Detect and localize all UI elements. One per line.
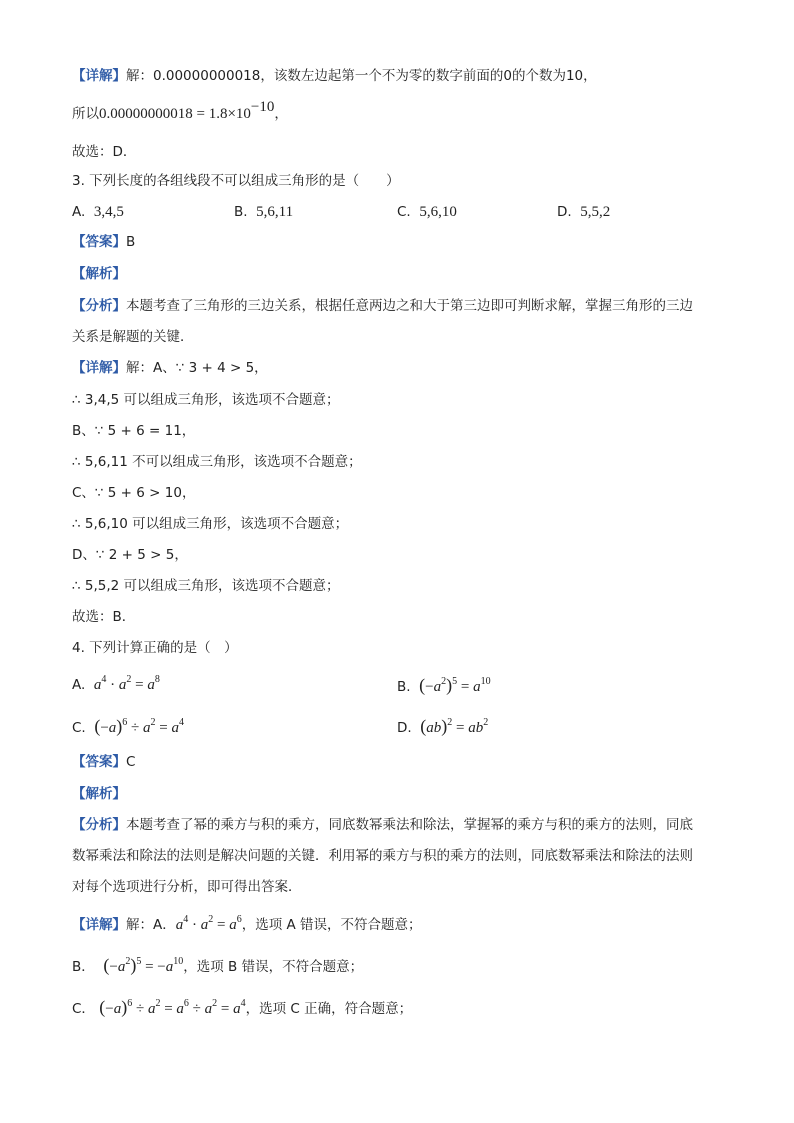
q4-option-d bbox=[397, 716, 488, 738]
q4-detail-a bbox=[72, 915, 422, 935]
q2-conclusion-line bbox=[72, 99, 288, 124]
option-text: 5,5,2 bbox=[580, 204, 611, 220]
q4-answer-line bbox=[72, 752, 135, 772]
option-label: D. bbox=[397, 720, 412, 736]
option-text: 3,4,5 bbox=[93, 204, 124, 220]
option-label: C. bbox=[397, 204, 411, 220]
q3-option-b bbox=[234, 202, 293, 222]
q4-detail-c-expr: $(-a)^6 \div a^2 = a^6 \div a^2 = a^4$ bbox=[99, 997, 246, 1017]
q4-detail-b-suffix: ，选项 B 错误，不符合题意； bbox=[183, 959, 364, 975]
q2-so-text: 所以 bbox=[72, 106, 99, 122]
q3-analysis-line-1 bbox=[72, 296, 693, 316]
detail-tag: 【详解】 bbox=[72, 917, 126, 933]
q4-option-c bbox=[72, 716, 184, 738]
detail-tag: 【详解】 bbox=[72, 360, 126, 376]
q2-equation: 0.00000000018 = 1.8×10 bbox=[99, 106, 251, 122]
q4-detail-c-prefix: C． bbox=[72, 1001, 95, 1017]
q4-option-a bbox=[72, 675, 160, 695]
q3-detail-line-6: ∴ 5,6,10 可以组成三角形，该选项不合题意； bbox=[72, 516, 349, 532]
q4-detail-b-prefix: B． bbox=[72, 959, 95, 975]
q4-detail-c-suffix: ，选项 C 正确，符合题意； bbox=[245, 1001, 413, 1017]
q4-option-d-expr: $(ab)^2 = ab^2$ bbox=[420, 716, 489, 736]
q3-answer: B bbox=[126, 234, 136, 250]
q3-analysis-text-1: 本题考查了三角形的三边关系，根据任意两边之和大于第三边即可判断求解，掌握三角形的三边 bbox=[126, 298, 693, 314]
q4-analysis-line-1 bbox=[72, 815, 693, 835]
q3-jiexi-tag bbox=[72, 264, 126, 284]
q4-option-b bbox=[397, 675, 491, 697]
q3-detail-line-2: ∴ 3,4,5 可以组成三角形，该选项不合题意； bbox=[72, 392, 340, 408]
q3-detail-line-5: C、∵ 5 + 6 > 10， bbox=[72, 485, 196, 501]
q4-analysis-line-3: 对每个选项进行分析，即可得出答案． bbox=[72, 879, 302, 895]
q2-choose: 故选：D． bbox=[72, 144, 137, 160]
q3-detail-line-4: ∴ 5,6,11 不可以组成三角形，该选项不合题意； bbox=[72, 454, 362, 470]
q4-detail-b bbox=[72, 955, 363, 977]
option-text: 5,6,10 bbox=[419, 204, 457, 220]
q3-analysis-line-2: 关系是解题的关键． bbox=[72, 329, 194, 345]
q3-detail-line-1 bbox=[72, 358, 268, 378]
q4-detail-a-prefix: 解：A． bbox=[126, 917, 176, 933]
q3-choose: 故选：B． bbox=[72, 609, 136, 625]
q4-jiexi-tag bbox=[72, 784, 126, 804]
q4-analysis-line-2: 数幂乘法和除法的法则是解决问题的关键．利用幂的乘方与积的乘方的法则，同底数幂乘法和除法的法则 bbox=[72, 848, 693, 864]
q4-option-c-expr: $(-a)^6 \div a^2 = a^4$ bbox=[94, 716, 184, 736]
q3-detail-line-3: B、∵ 5 + 6 = 11， bbox=[72, 423, 196, 439]
q4-detail-c bbox=[72, 997, 412, 1019]
jiexi-tag: 【解析】 bbox=[72, 786, 126, 802]
q3-stem: 3. 下列长度的各组线段不可以组成三角形的是（ ） bbox=[72, 173, 400, 189]
detail-tag: 【详解】 bbox=[72, 68, 126, 84]
q4-option-b-expr: $(-a^2)^5 = a^{10}$ bbox=[419, 675, 491, 695]
q3-detail-line-8: ∴ 5,5,2 可以组成三角形，该选项不合题意； bbox=[72, 578, 340, 594]
q2-detail-line bbox=[72, 66, 597, 86]
q3-option-a bbox=[72, 202, 124, 222]
q4-answer: C bbox=[126, 754, 136, 770]
q2-exponent: −10 bbox=[250, 99, 275, 115]
q3-detail-text: 解：A、∵ 3 + 4 > 5， bbox=[126, 360, 268, 376]
answer-tag: 【答案】 bbox=[72, 754, 126, 770]
option-label: D. bbox=[557, 204, 572, 220]
q4-detail-a-expr: $a^4 \cdot a^2 = a^6$ bbox=[175, 914, 242, 933]
option-text: 5,6,11 bbox=[256, 204, 294, 220]
option-label: A. bbox=[72, 204, 86, 220]
q4-detail-b-expr: $(-a^2)^5 = -a^{10}$ bbox=[103, 955, 184, 975]
jiexi-tag: 【解析】 bbox=[72, 266, 126, 282]
q3-option-c bbox=[397, 202, 457, 222]
option-label: B. bbox=[397, 679, 411, 695]
q4-detail-a-suffix: ，选项 A 错误，不符合题意； bbox=[241, 917, 422, 933]
q3-answer-line bbox=[72, 232, 135, 252]
q2-comma: ， bbox=[274, 106, 288, 122]
q4-analysis-text-1: 本题考查了幂的乘方与积的乘方，同底数幂乘法和除法，掌握幂的乘方与积的乘方的法则，同底 bbox=[126, 817, 693, 833]
answer-tag: 【答案】 bbox=[72, 234, 126, 250]
q3-detail-line-7: D、∵ 2 + 5 > 5， bbox=[72, 547, 188, 563]
fenxi-tag: 【分析】 bbox=[72, 298, 126, 314]
option-label: B. bbox=[234, 204, 248, 220]
option-label: A. bbox=[72, 677, 86, 693]
option-label: C. bbox=[72, 720, 86, 736]
q4-option-a-expr: $a^4 \cdot a^2 = a^8$ bbox=[93, 674, 160, 693]
q2-detail-text: 解：0.00000000018，该数左边起第一个不为零的数字前面的0的个数为10， bbox=[126, 68, 597, 84]
q4-stem: 4. 下列计算正确的是（ ） bbox=[72, 640, 238, 656]
fenxi-tag: 【分析】 bbox=[72, 817, 126, 833]
q3-option-d bbox=[557, 202, 610, 222]
